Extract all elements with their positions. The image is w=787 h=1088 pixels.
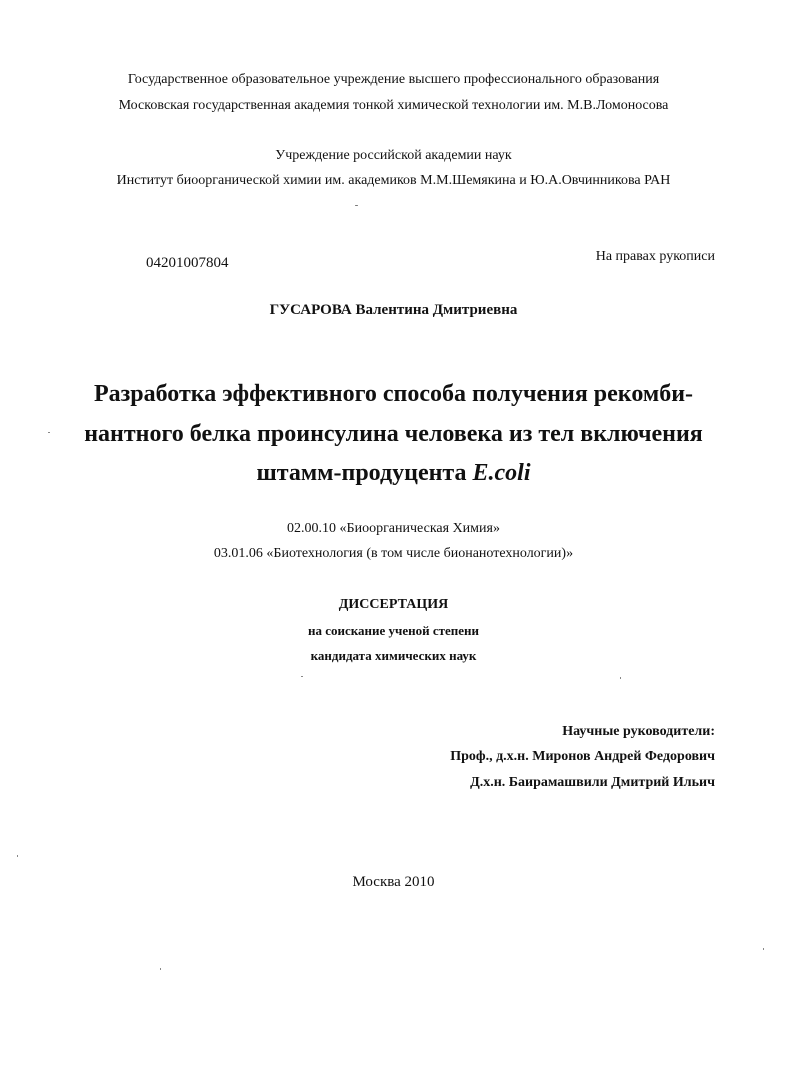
specialty-1: 02.00.10 «Биоорганическая Химия» <box>287 521 500 536</box>
institution-line-2: Московская государственная академия тонкой химической технологии им. М.В.Ломоносова <box>118 98 669 113</box>
thesis-title-line-3 <box>0 460 787 487</box>
scan-speck <box>355 205 358 206</box>
city-year: Москва 2010 <box>352 874 435 890</box>
thesis-title-organism: E.coli <box>472 460 531 486</box>
degree-line-2: кандидата химических наук <box>310 648 477 663</box>
degree-line-1: на соискание ученой степени <box>307 623 480 638</box>
scan-speck <box>763 948 764 950</box>
author-name: ГУСАРОВА Валентина Дмитриевна <box>269 302 518 318</box>
dissertation-label: ДИССЕРТАЦИЯ <box>338 597 449 612</box>
scan-speck <box>620 677 621 679</box>
supervisor-2: Д.х.н. Баирамашвили Дмитрий Ильич <box>470 775 715 790</box>
thesis-title-line-3-text: штамм-продуцента <box>256 460 473 486</box>
research-institution-line-1: Учреждение российской академии наук <box>275 148 512 163</box>
specialty-2: 03.01.06 «Биотехнология (в том числе бионанотехнологии)» <box>213 546 574 561</box>
supervisors-label: Научные руководители: <box>562 724 715 739</box>
scan-speck <box>301 676 303 677</box>
research-institution-line-2: Институт биоорганической химии им. академиков М.М.Шемякина и Ю.А.Овчинникова РАН <box>116 173 671 188</box>
manuscript-note: На правах рукописи <box>595 249 715 264</box>
institution-line-1: Государственное образовательное учреждение высшего профессионального образования <box>127 72 660 87</box>
scan-speck <box>160 968 161 970</box>
scan-speck <box>48 432 50 433</box>
thesis-title-line-2: нантного белка проинсулина человека из тел включения <box>84 421 703 447</box>
thesis-title-line-1: Разработка эффективного способа получения рекомби- <box>93 381 694 407</box>
document-code: 04201007804 <box>146 255 229 271</box>
scan-speck <box>17 855 18 857</box>
supervisor-1: Проф., д.х.н. Миронов Андрей Федорович <box>450 749 715 764</box>
